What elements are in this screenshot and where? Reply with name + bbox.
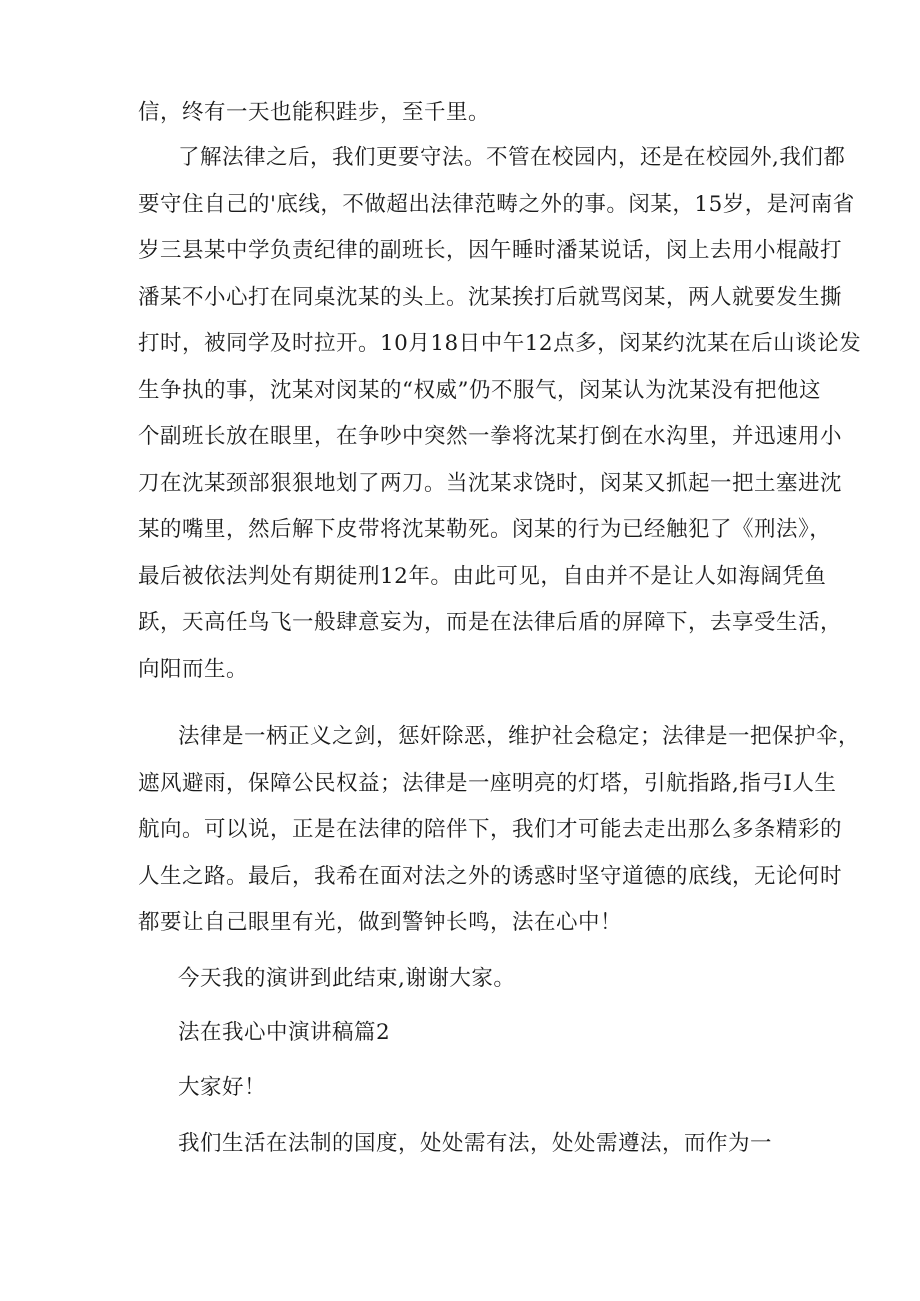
- text-line: 打时，被同学及时拉开。10月18日中午12点多，闵某约沈某在后山谈论发: [138, 331, 862, 356]
- section-title: 法在我心中演讲稿篇2: [178, 1020, 391, 1045]
- text-line: 岁三县某中学负责纪律的副班长，因午睡时潘某说话，闵上去用小棍敲打: [138, 238, 843, 263]
- text-line: 航向。可以说，正是在法律的陪伴下，我们才可能去走出那么多条精彩的: [138, 817, 843, 842]
- text-line: 信，终有一天也能积跬步，至千里。: [138, 100, 491, 125]
- text-line: 生争执的事，沈某对闵某的“权威”仍不服气，闵某认为沈某没有把他这: [138, 378, 821, 403]
- text-line: 人生之路。最后，我希在面对法之外的诱惑时坚守道德的底线，无论何时: [138, 864, 843, 889]
- greeting-line: 大家好！: [178, 1075, 267, 1100]
- paragraph-start-line: 我们生活在法制的国度，处处需有法，处处需遵法，而作为一: [178, 1131, 773, 1156]
- text-line: 个副班长放在眼里，在争吵中突然一拳将沈某打倒在水沟里，并迅速用小: [138, 424, 843, 449]
- text-line: 跃，天高任鸟飞一般肆意妄为，而是在法律后盾的屏障下，去享受生活，: [138, 610, 843, 635]
- text-line: 向阳而生。: [138, 657, 249, 682]
- text-line: 遮风避雨，保障公民权益；法律是一座明亮的灯塔，引航指路,指弓I人生: [138, 771, 837, 796]
- paragraph-start-line: 法律是一柄正义之剑，惩奸除恶，维护社会稳定；法律是一把保护伞，: [178, 724, 861, 749]
- closing-line: 今天我的演讲到此结束,谢谢大家。: [178, 966, 516, 991]
- text-line: 刀在沈某颈部狠狠地划了两刀。当沈某求饶时，闵某又抓起一把土塞进沈: [138, 471, 843, 496]
- text-line: 都要让自己眼里有光，做到警钟长鸣，法在心中！: [138, 910, 623, 935]
- text-line: 最后被依法判处有期徒刑12年。由此可见，自由并不是让人如海阔凭鱼: [138, 564, 827, 589]
- text-line: 潘某不小心打在同桌沈某的头上。沈某挨打后就骂闵某，两人就要发生撕: [138, 285, 843, 310]
- paragraph-start-line: 了解法律之后，我们更要守法。不管在校园内，还是在校园外,我们都: [178, 145, 846, 170]
- text-line: 要守住自己的'底线，不做超出法律范畴之外的事。闵某，15岁，是河南省: [138, 192, 855, 217]
- text-line: 某的嘴里，然后解下皮带将沈某勒死。闵某的行为已经触犯了《刑法》，: [138, 517, 832, 542]
